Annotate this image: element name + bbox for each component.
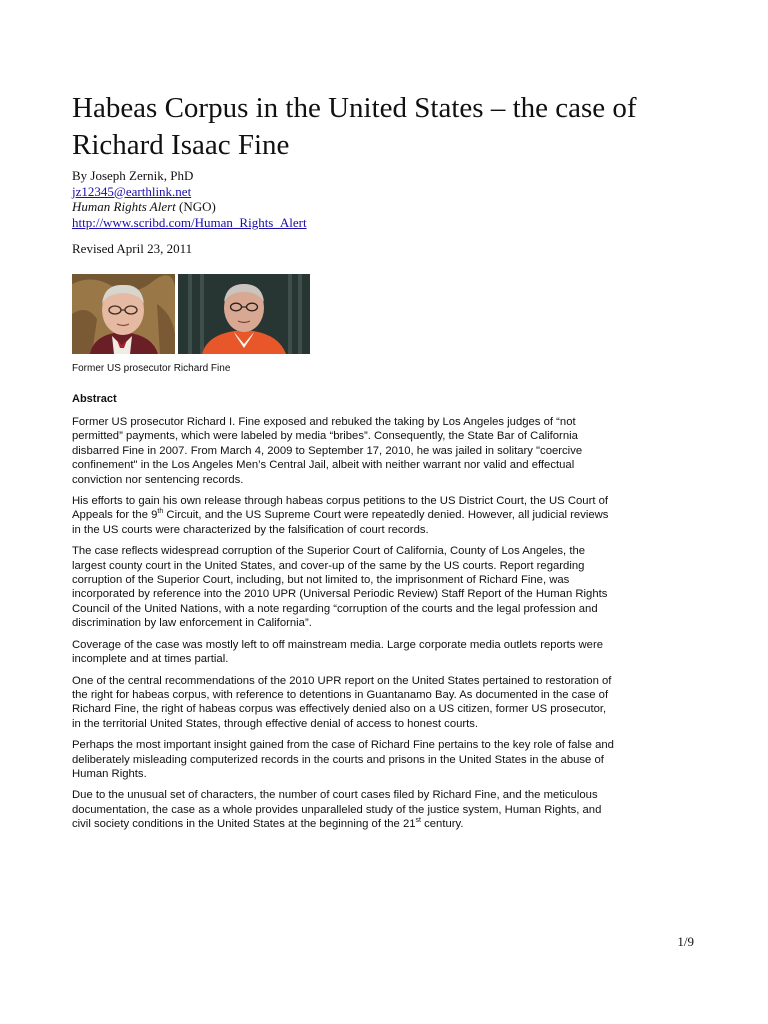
scribd-link[interactable]: http://www.scribd.com/Human_Rights_Alert bbox=[72, 214, 307, 230]
organization-suffix: (NGO) bbox=[175, 199, 216, 214]
paragraph-6: Perhaps the most important insight gained from the case of Richard Fine pertains to the key role of false and deliberately misleading computerized records in the courts and prisons in the United States in the abuse of Human Rights. bbox=[72, 739, 614, 780]
paragraph-2: His efforts to gain his own release through habeas corpus petitions to the US District Court, the US Court of Appeals for the 9th Circuit, and the US Supreme Court were repeatedly denied. However, all judicial reviews in the US courts were characterized by the falsification of court records. bbox=[72, 495, 609, 536]
organization-line bbox=[72, 199, 307, 215]
paragraph-7: Due to the unusual set of characters, the number of court cases filed by Richard Fine, and the meticulous documentation, the case as a whole provides unparalleled study of the justice system, Human Rights, and civil society conditions in the United States at the beginning of the 21st century. bbox=[72, 789, 602, 831]
organization-name: Human Rights Alert bbox=[72, 199, 176, 214]
document-title: Habeas Corpus in the United States – the case of Richard Isaac Fine bbox=[72, 92, 637, 161]
superscript-st: st bbox=[415, 817, 421, 825]
abstract-heading: Abstract bbox=[72, 393, 117, 405]
page-number: 1/9 bbox=[677, 934, 694, 949]
abstract-body bbox=[72, 415, 617, 839]
author-line: By Joseph Zernik, PhD bbox=[72, 168, 194, 183]
byline-block bbox=[72, 168, 307, 230]
photo-caption: Former US prosecutor Richard Fine bbox=[72, 363, 231, 374]
paragraph-5: One of the central recommendations of the 2010 UPR report on the United States pertained to restoration of the right for habeas corpus, with reference to detentions in Guantanamo Bay. As documented in the case of Richard Fine, the right of habeas corpus was effectively denied also on a US citizen, former US prosecutor, in the territorial United States, through effective denial of access to honest courts. bbox=[72, 674, 612, 730]
portrait-photo bbox=[72, 274, 175, 354]
paragraph-3: The case reflects widespread corruption of the Superior Court of California, County of Los Angeles, the largest county court in the United States, and cover-up of the same by the US courts. Report regarding corruption of the Superior Court, including, but not limited to, the imprisonment of Richard Fine, was incorporated by reference into the 2010 UPR (Universal Periodic Review) Staff Report of the Human Rights Council of the United Nations, with a note regarding “corruption of the courts and the legal profession and discrimination by law enforcement in California”. bbox=[72, 545, 608, 630]
paragraph-1: Former US prosecutor Richard I. Fine exposed and rebuked the taking by Los Angeles judges of “not permitted” payments, which were labeled by media “bribes”. Consequently, the State Bar of California disbarred Fine in 2007. From March 4, 2009 to September 17, 2010, he was jailed in solitary "coercive confinement" in the Los Angeles Men’s Central Jail, albeit with neither warrant nor valid and effectual conviction nor sentencing records. bbox=[72, 416, 583, 486]
email-link[interactable]: jz12345@earthlink.net bbox=[72, 183, 192, 199]
revised-date: Revised April 23, 2011 bbox=[72, 241, 193, 256]
jail-photo bbox=[178, 274, 310, 354]
paragraph-4: Coverage of the case was mostly left to off mainstream media. Large corporate media outlets reports were incomplete and at times partial. bbox=[72, 638, 603, 666]
superscript-th: th bbox=[157, 508, 164, 516]
